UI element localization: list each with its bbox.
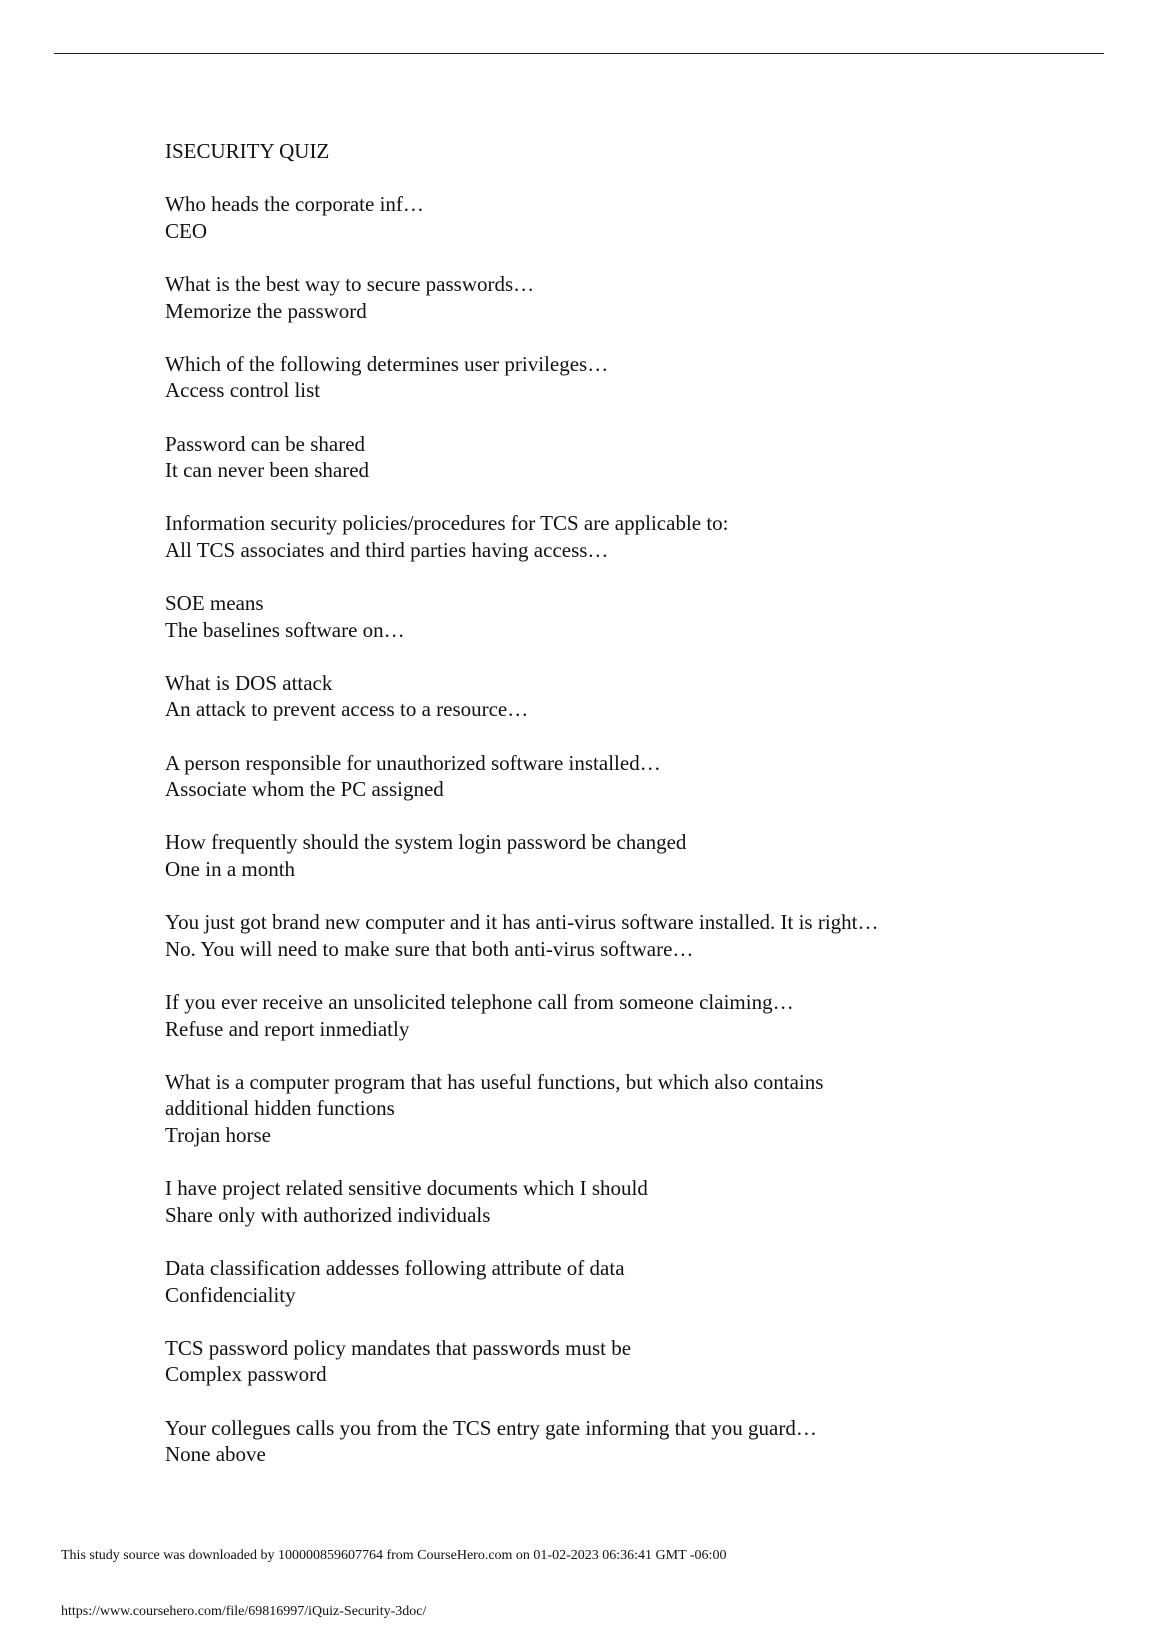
answer-text: None above bbox=[165, 1442, 266, 1467]
question-text: SOE means bbox=[165, 591, 264, 616]
question-text: What is a computer program that has useful functions, but which also contains bbox=[165, 1069, 824, 1094]
answer-text: No. You will need to make sure that both anti-virus software… bbox=[165, 936, 694, 961]
document-body bbox=[165, 138, 1065, 1494]
question-text: Information security policies/procedures for TCS are applicable to: bbox=[165, 511, 729, 536]
qa-item bbox=[165, 989, 1065, 1042]
question-text: Which of the following determines user privileges… bbox=[165, 351, 609, 376]
answer-text: One in a month bbox=[165, 857, 296, 882]
qa-item bbox=[165, 1415, 1065, 1468]
question-text: I have project related sensitive documents which I should bbox=[165, 1176, 648, 1201]
question-text: Data classification addesses following attribute of data bbox=[165, 1255, 625, 1280]
qa-item bbox=[165, 510, 1065, 563]
question-text: A person responsible for unauthorized software installed… bbox=[165, 750, 661, 775]
answer-text: Confidenciality bbox=[165, 1282, 296, 1307]
qa-item bbox=[165, 1335, 1065, 1388]
answer-text: Trojan horse bbox=[165, 1122, 271, 1147]
qa-item bbox=[165, 1175, 1065, 1228]
question-text-continued: additional hidden functions bbox=[165, 1096, 395, 1121]
question-text: You just got brand new computer and it has anti-virus software installed. It is right… bbox=[165, 910, 879, 935]
qa-item bbox=[165, 191, 1065, 244]
question-text: If you ever receive an unsolicited telephone call from someone claiming… bbox=[165, 990, 794, 1014]
qa-item bbox=[165, 431, 1065, 484]
answer-text: All TCS associates and third parties having access… bbox=[165, 537, 609, 562]
question-text: Who heads the corporate inf… bbox=[165, 192, 424, 217]
answer-text: Access control list bbox=[165, 378, 321, 403]
qa-item bbox=[165, 909, 1065, 962]
qa-item bbox=[165, 351, 1065, 404]
qa-item bbox=[165, 1255, 1065, 1308]
answer-text: Share only with authorized individuals bbox=[165, 1202, 491, 1227]
answer-text: Associate whom the PC assigned bbox=[165, 777, 444, 802]
question-text: How frequently should the system login password be changed bbox=[165, 830, 687, 855]
question-text: What is DOS attack bbox=[165, 670, 333, 695]
download-notice: This study source was downloaded by 100000859607764 from CourseHero.com on 01-02-2023 06:36:41 GMT -06:00 bbox=[61, 1548, 727, 1563]
answer-text: Refuse and report inmediatly bbox=[165, 1016, 410, 1041]
answer-text: The baselines software on… bbox=[165, 617, 405, 642]
answer-text: CEO bbox=[165, 218, 207, 243]
document-title: ISECURITY QUIZ bbox=[165, 139, 330, 163]
question-text: TCS password policy mandates that passwords must be bbox=[165, 1335, 632, 1360]
qa-item bbox=[165, 829, 1065, 882]
answer-text: Complex password bbox=[165, 1362, 327, 1387]
answer-text: Memorize the password bbox=[165, 298, 367, 323]
question-text: Your collegues calls you from the TCS entry gate informing that you guard… bbox=[165, 1415, 817, 1440]
source-url: https://www.coursehero.com/file/69816997/iQuiz-Security-3doc/ bbox=[61, 1604, 427, 1619]
qa-item bbox=[165, 670, 1065, 723]
qa-item bbox=[165, 1069, 1065, 1149]
qa-item bbox=[165, 271, 1065, 324]
top-rule bbox=[54, 53, 1104, 54]
answer-text: An attack to prevent access to a resource… bbox=[165, 697, 529, 722]
qa-item bbox=[165, 750, 1065, 803]
question-text: What is the best way to secure passwords… bbox=[165, 271, 535, 296]
question-text: Password can be shared bbox=[165, 431, 366, 456]
answer-text: It can never been shared bbox=[165, 458, 370, 483]
qa-item bbox=[165, 590, 1065, 643]
